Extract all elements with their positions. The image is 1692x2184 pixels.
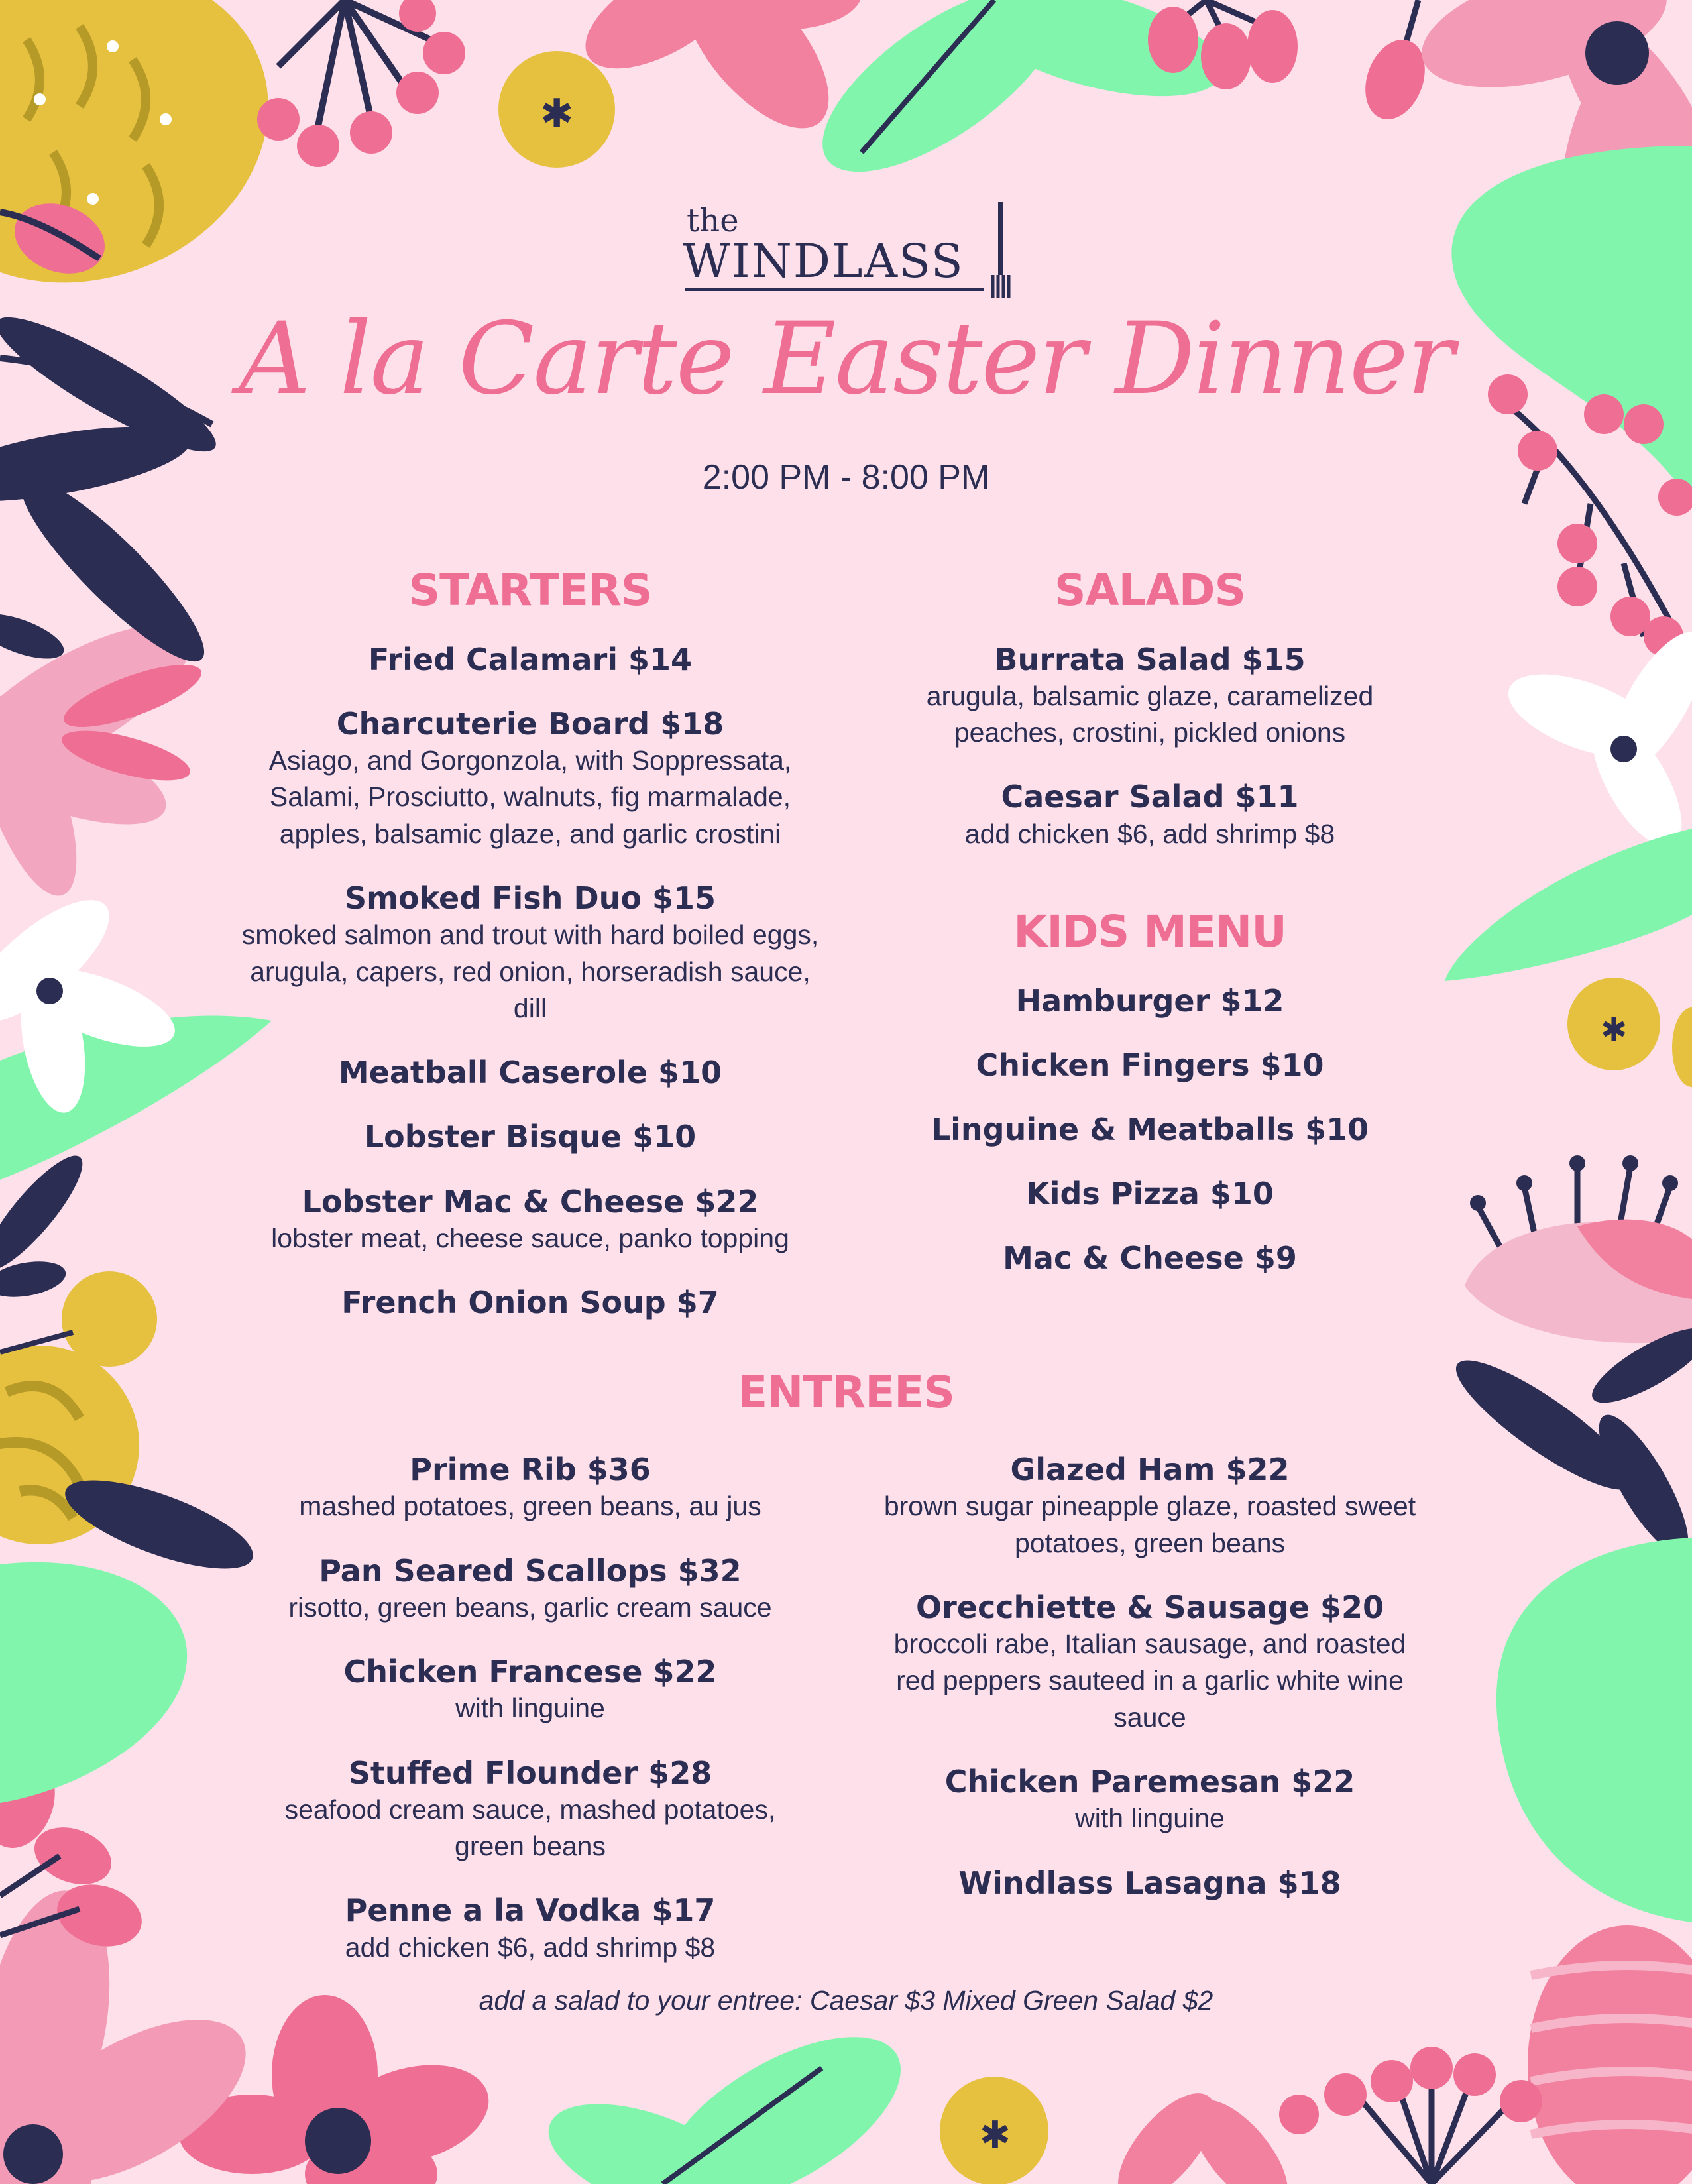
menu-item bbox=[862, 1589, 1438, 1736]
item-description: lobster meat, cheese sauce, panko topping bbox=[271, 1222, 789, 1253]
item-description: with linguine bbox=[455, 1693, 605, 1724]
item-name: Stuffed Flounder $28 bbox=[348, 1754, 712, 1791]
item-description: Asiago, and Gorgonzola, with Soppressata, Salami, Prosciutto, walnuts, fig marmalade, apples, balsamic glaze, and garlic crostini bbox=[268, 744, 792, 849]
item-name: Windlass Lasagna $18 bbox=[958, 1865, 1341, 1901]
starters-heading: STARTERS bbox=[408, 565, 652, 616]
item-name: Lobster Bisque $10 bbox=[364, 1119, 697, 1155]
entrees-heading: ENTREES bbox=[738, 1367, 954, 1418]
salads-heading: SALADS bbox=[1054, 565, 1246, 616]
item-name: Prime Rib $36 bbox=[410, 1452, 651, 1487]
entrees-left-column bbox=[239, 1452, 822, 1994]
item-name: Fried Calamari $14 bbox=[368, 641, 693, 677]
service-hours: 2:00 PM - 8:00 PM bbox=[702, 458, 990, 496]
item-description: smoked salmon and trout with hard boiled eggs, arugula, capers, red onion, horseradish sauce, dill bbox=[241, 919, 819, 1023]
menu-item bbox=[875, 642, 1425, 752]
menu-item bbox=[239, 1654, 822, 1727]
menu-item bbox=[239, 706, 822, 852]
item-name: Glazed Ham $22 bbox=[1010, 1452, 1290, 1487]
item-name: Chicken Francese $22 bbox=[343, 1654, 717, 1690]
item-description: mashed potatoes, green beans, au jus bbox=[299, 1491, 761, 1522]
item-description: add chicken $6, add shrimp $8 bbox=[345, 1931, 716, 1963]
menu-item bbox=[239, 1285, 822, 1321]
salad-addon-note: add a salad to your entree: Caesar $3 Mixed Green Salad $2 bbox=[479, 1985, 1213, 2016]
menu-item bbox=[239, 1553, 822, 1627]
item-name: Chicken Fingers $10 bbox=[976, 1047, 1324, 1083]
menu-item bbox=[239, 1055, 822, 1091]
item-name: Mac & Cheese $9 bbox=[1003, 1240, 1297, 1277]
kids-menu-section bbox=[875, 908, 1425, 1305]
menu-item bbox=[239, 1892, 822, 1966]
menu-item bbox=[239, 642, 822, 678]
item-description: brown sugar pineapple glaze, roasted sweet potatoes, green beans bbox=[883, 1491, 1416, 1558]
menu-item bbox=[875, 779, 1425, 852]
menu-item bbox=[239, 1755, 822, 1865]
menu-item bbox=[239, 1184, 822, 1257]
kids-menu-heading: KIDS MENU bbox=[1013, 906, 1286, 957]
item-name: Orecchiette & Sausage $20 bbox=[915, 1589, 1384, 1625]
item-name: Smoked Fish Duo $15 bbox=[344, 880, 716, 916]
item-description: add chicken $6, add shrimp $8 bbox=[964, 818, 1335, 849]
entrees-right-column bbox=[862, 1452, 1438, 1929]
item-name: Caesar Salad $11 bbox=[1001, 779, 1299, 815]
item-name: Meatball Caserole $10 bbox=[338, 1055, 722, 1091]
starters-section bbox=[239, 567, 822, 1349]
windlass-logo bbox=[683, 202, 1014, 302]
menu-item bbox=[875, 1240, 1425, 1277]
menu-item bbox=[862, 1865, 1438, 1902]
item-name: Charcuterie Board $18 bbox=[336, 705, 724, 742]
logo-underline bbox=[685, 288, 984, 291]
item-description: seafood cream sauce, mashed potatoes, green beans bbox=[284, 1794, 776, 1862]
menu-item bbox=[875, 1047, 1425, 1084]
entrees-heading-wrap bbox=[0, 1369, 1692, 1444]
item-name: Kids Pizza $10 bbox=[1026, 1176, 1274, 1212]
salads-section bbox=[875, 567, 1425, 880]
svg-text:✱: ✱ bbox=[540, 91, 574, 137]
page-title: A la Carte Easter Dinner bbox=[239, 302, 1453, 417]
item-description: arugula, balsamic glaze, caramelized peaches, crostini, pickled onions bbox=[926, 680, 1374, 748]
item-name: Linguine & Meatballs $10 bbox=[931, 1111, 1369, 1147]
item-description: with linguine bbox=[1075, 1803, 1225, 1834]
item-name: Pan Seared Scallops $32 bbox=[319, 1552, 742, 1589]
item-description: risotto, green beans, garlic cream sauce bbox=[288, 1591, 772, 1623]
menu-item bbox=[875, 1176, 1425, 1212]
menu-item bbox=[239, 1119, 822, 1155]
item-name: Lobster Mac & Cheese $22 bbox=[302, 1183, 759, 1220]
menu-item bbox=[862, 1452, 1438, 1562]
svg-text:✱: ✱ bbox=[1601, 1011, 1628, 1049]
logo-name: WINDLASS bbox=[683, 234, 964, 288]
menu-item bbox=[862, 1764, 1438, 1837]
fork-icon bbox=[987, 202, 1014, 302]
menu-item bbox=[239, 880, 822, 1027]
menu-item bbox=[239, 1452, 822, 1525]
item-name: Burrata Salad $15 bbox=[994, 641, 1306, 677]
item-name: Hamburger $12 bbox=[1015, 982, 1284, 1019]
menu-item bbox=[875, 983, 1425, 1019]
item-name: Chicken Paremesan $22 bbox=[944, 1764, 1355, 1800]
item-description: broccoli rabe, Italian sausage, and roasted red peppers sauteed in a garlic white wine sauce bbox=[893, 1629, 1406, 1733]
menu-item bbox=[875, 1112, 1425, 1148]
item-name: French Onion Soup $7 bbox=[341, 1285, 719, 1321]
item-name: Penne a la Vodka $17 bbox=[345, 1892, 716, 1929]
logo-the: the bbox=[687, 202, 739, 239]
svg-text:✱: ✱ bbox=[980, 2114, 1011, 2157]
